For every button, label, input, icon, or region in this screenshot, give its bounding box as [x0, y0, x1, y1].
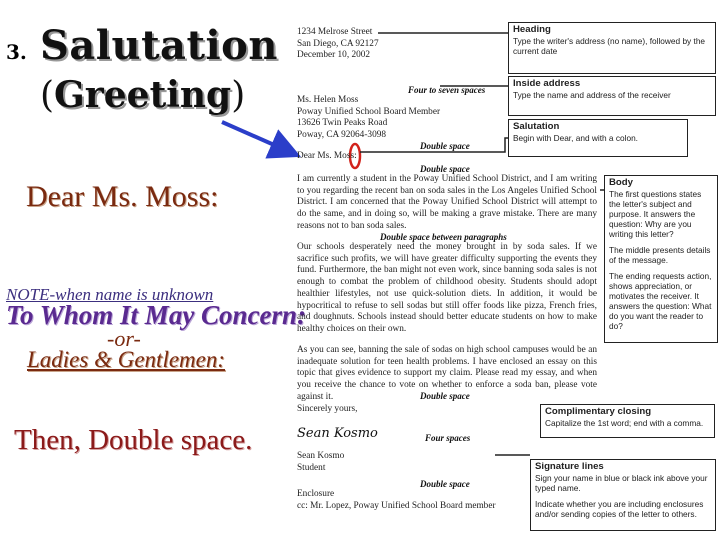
subtitle-close-paren: ): [231, 75, 246, 116]
annotation-salutation: [508, 119, 688, 157]
cc-line: cc: Mr. Lopez, Poway Unified School Board member: [297, 500, 496, 511]
annotation-title: Heading: [513, 24, 551, 35]
letter-paragraph: I am currently a student in the Poway Unified School District, and I am writing to you regarding the recent ban on soda sales in the Los Angeles Unified School District. I am concerned that the Poway Unified School District will attempt to do the same, and in doing so, will be making a grave mistake. There are many reasons not to ban soda sales.: [297, 174, 597, 231]
annotation-closing: [540, 404, 715, 438]
subtitle-text: Greeting: [54, 74, 232, 116]
address-line: Poway Unified School Board Member: [297, 106, 441, 117]
annotation-text: The first questions states the letter's subject and purpose. It answers the question: Why are you writing this letter?: [609, 189, 702, 239]
typed-role: Student: [297, 462, 326, 473]
annotation-body: [604, 175, 718, 343]
slide-title: Salutation: [40, 22, 278, 69]
heading-line: San Diego, CA 92127: [297, 38, 379, 49]
annotation-title: Complimentary closing: [545, 406, 652, 417]
annotation-text: Begin with Dear, and with a colon.: [513, 133, 638, 143]
address-line: Ms. Helen Moss: [297, 95, 359, 105]
spacing-label: Double space between paragraphs: [380, 232, 507, 242]
subtitle-open-paren: (: [40, 75, 55, 116]
annotation-text: The ending requests action, shows appreciation, or motivates the receiver. It answers the question: What do you want the reader to do?: [609, 271, 712, 331]
annotation-text: Indicate whether you are including enclosures and/or sending copies of the letter to others.: [535, 499, 704, 519]
annotation-inside-address: [508, 76, 716, 116]
unknown-salutation: To Whom It May Concern:: [6, 300, 307, 330]
annotation-text: Type the writer's address (no name), followed by the current date: [513, 36, 706, 56]
enclosure-line: Enclosure: [297, 489, 335, 499]
annotation-heading: [508, 22, 716, 74]
annotation-title: Body: [609, 177, 633, 188]
letter-paragraph: As you can see, banning the sale of sodas on high school campuses would be an inadequate solution for teen health problems. I have enclosed an essay on this topic that gives evidence to support my claim. Please read my essay, and when you receive the chance to vote on whether to enforce a soda ban, please vote against it.: [297, 345, 597, 402]
spacing-label: Double space: [420, 479, 470, 489]
alternative-salutation: Ladies & Gentlemen:: [27, 347, 226, 372]
letter-paragraph: Our schools desperately need the money brought in by soda sales. If we sacrifice such profits, we will have greater difficulty supporting the events they fund. Furthermore, the ban might not even work, since banning soda sales is not enough to combat the problem of childhood obesity. Students should adopt healthier lifestyles, not use quick-solution diets. In addition, it would be hypocritical to refuse to sell sodas but still offer foods like pizza, French fries, and doughnuts. Schools instead should better educate students on how to make healthy choices on their own.: [297, 242, 597, 334]
typed-name: Sean Kosmo: [297, 451, 345, 461]
heading-line: 1234 Melrose Street: [297, 27, 373, 37]
annotation-title: Inside address: [513, 78, 581, 89]
annotation-title: Salutation: [513, 121, 560, 132]
annotation-text: The middle presents details of the message.: [609, 245, 711, 265]
address-line: 13626 Twin Peaks Road: [297, 118, 388, 129]
spacing-label: Double space: [420, 391, 470, 401]
unknown-name-note: NOTE-when name is unknown: [6, 285, 214, 304]
letter-signature: Sean Kosmo: [297, 426, 378, 441]
address-line: Poway, CA 92064-3098: [297, 130, 387, 141]
salutation-example: Dear Ms. Moss:: [26, 180, 219, 213]
annotation-title: Signature lines: [535, 461, 604, 472]
letter-salutation: Dear Ms. Moss:: [297, 151, 357, 161]
annotation-text: Sign your name in blue or black ink above your typed name.: [535, 473, 708, 493]
letter-closing: Sincerely yours,: [297, 404, 358, 414]
annotation-signature: [530, 459, 716, 531]
annotation-text: Type the name and address of the receiver: [513, 90, 671, 100]
spacing-label: Four spaces: [425, 433, 471, 443]
spacing-label: Double space: [420, 164, 470, 174]
or-separator: -or-: [107, 326, 141, 351]
annotation-text: Capitalize the 1st word; end with a comma.: [545, 418, 704, 428]
spacing-label: Four to seven spaces: [408, 85, 486, 95]
heading-line: December 10, 2002: [297, 50, 371, 61]
spacing-label: Double space: [420, 141, 470, 151]
slide-number: 3.: [6, 40, 27, 64]
double-space-instruction: Then, Double space.: [14, 424, 253, 456]
